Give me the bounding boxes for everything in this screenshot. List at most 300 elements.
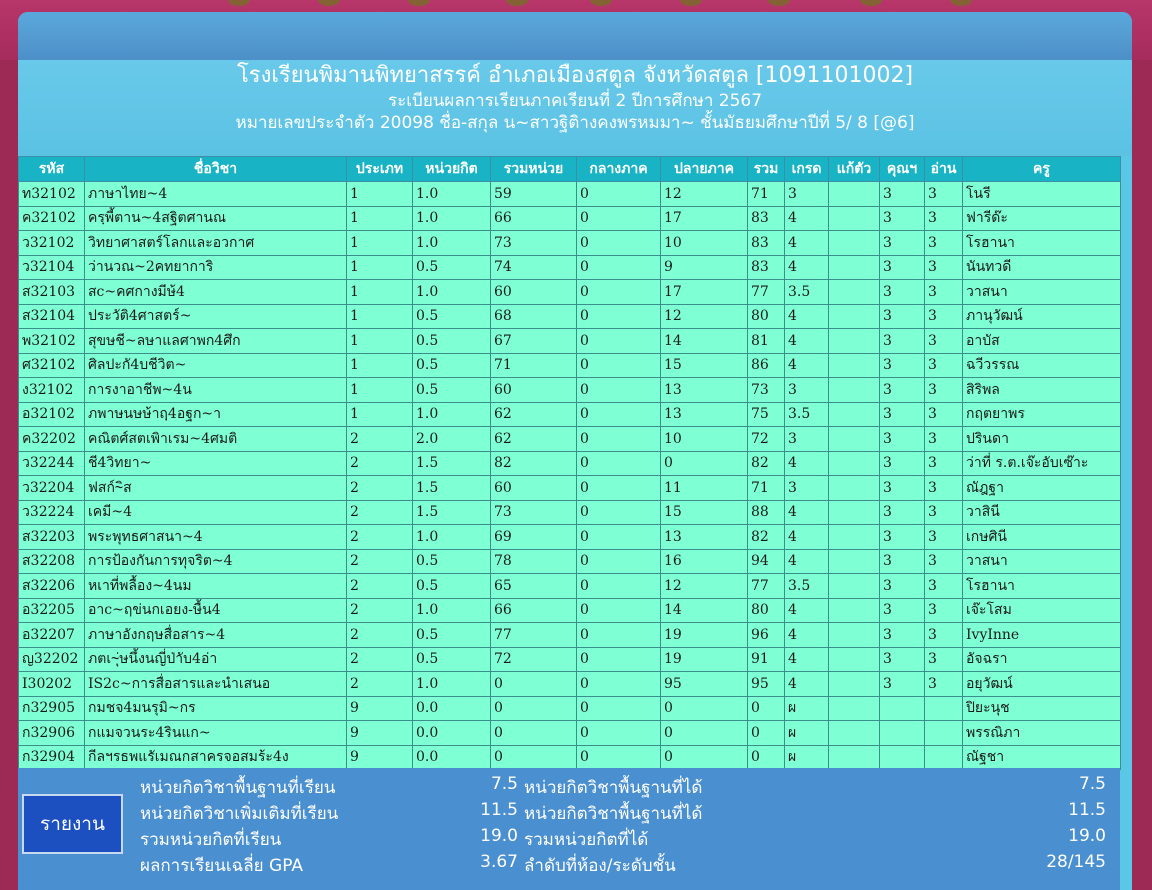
cell-total-units: 66 xyxy=(491,598,577,623)
cell-teacher: ฟารีด๊ะ xyxy=(963,206,1121,231)
summary-value: 11.5 xyxy=(480,800,518,820)
cell-code: ศ32102 xyxy=(19,353,85,378)
cell-credit: 0.5 xyxy=(413,623,491,648)
table-row xyxy=(19,280,1121,305)
cell-midterm: 0 xyxy=(577,672,661,697)
cell-subject: หเาที่พลื้อง~4นม xyxy=(85,574,347,599)
cell-total-units: 67 xyxy=(491,329,577,354)
cell-total-units: 0 xyxy=(491,721,577,746)
cell-total-units: 78 xyxy=(491,549,577,574)
table-header-row xyxy=(19,157,1121,182)
cell-credit: 0.5 xyxy=(413,378,491,403)
cell-retake xyxy=(829,231,880,256)
cell-final: 9 xyxy=(661,255,748,280)
cell-teacher: สิริพล xyxy=(963,378,1121,403)
summary-row xyxy=(18,850,1120,876)
cell-credit: 0.5 xyxy=(413,304,491,329)
cell-teacher: โนรี xyxy=(963,182,1121,207)
cell-credit: 0.0 xyxy=(413,745,491,770)
banner-decoration xyxy=(408,0,430,6)
summary-row xyxy=(18,772,1120,798)
cell-total-units: 60 xyxy=(491,476,577,501)
cell-quality: 3 xyxy=(880,525,925,550)
cell-credit: 0.5 xyxy=(413,329,491,354)
cell-quality: 3 xyxy=(880,231,925,256)
cell-code: พ32102 xyxy=(19,329,85,354)
table-row xyxy=(19,525,1121,550)
cell-credit: 1.0 xyxy=(413,206,491,231)
column-header-code: รหัส xyxy=(19,157,85,182)
cell-credit: 2.0 xyxy=(413,427,491,452)
cell-teacher: อยุวัฒน์ xyxy=(963,672,1121,697)
cell-reading: 3 xyxy=(925,231,963,256)
cell-total-units: 68 xyxy=(491,304,577,329)
cell-retake xyxy=(829,353,880,378)
cell-quality: 3 xyxy=(880,402,925,427)
cell-grade: 4 xyxy=(785,353,829,378)
cell-quality: 3 xyxy=(880,182,925,207)
cell-code: I30202 xyxy=(19,672,85,697)
cell-retake xyxy=(829,476,880,501)
cell-grade: 4 xyxy=(785,623,829,648)
cell-final: 15 xyxy=(661,353,748,378)
cell-quality xyxy=(880,721,925,746)
cell-grade: 4 xyxy=(785,451,829,476)
table-row xyxy=(19,598,1121,623)
cell-final: 0 xyxy=(661,696,748,721)
cell-grade: ผ xyxy=(785,721,829,746)
cell-subject: วิทยาศาสตร์โลกและอวกาศ xyxy=(85,231,347,256)
table-row xyxy=(19,500,1121,525)
cell-total: 96 xyxy=(748,623,785,648)
cell-total-units: 66 xyxy=(491,206,577,231)
cell-subject: ชี4วิทยา~ xyxy=(85,451,347,476)
cell-teacher: พรรณิภา xyxy=(963,721,1121,746)
cell-teacher: อาบัส xyxy=(963,329,1121,354)
cell-credit: 0.0 xyxy=(413,696,491,721)
cell-final: 17 xyxy=(661,280,748,305)
cell-reading xyxy=(925,696,963,721)
cell-teacher: นันทวดี xyxy=(963,255,1121,280)
cell-subject: ศิลปะกั4บชีวิต~ xyxy=(85,353,347,378)
cell-grade: 4 xyxy=(785,647,829,672)
cell-total-units: 69 xyxy=(491,525,577,550)
cell-total-units: 82 xyxy=(491,451,577,476)
cell-quality xyxy=(880,745,925,770)
summary-value-secondary: 11.5 xyxy=(1068,800,1106,820)
cell-total: 82 xyxy=(748,451,785,476)
cell-retake xyxy=(829,206,880,231)
cell-retake xyxy=(829,525,880,550)
table-row xyxy=(19,721,1121,746)
cell-total-units: 77 xyxy=(491,623,577,648)
cell-type: 1 xyxy=(347,402,413,427)
cell-code: ท32102 xyxy=(19,182,85,207)
summary-label: หน่วยกิตวิชาพื้นฐานที่เรียน xyxy=(140,778,336,798)
cell-grade: 3 xyxy=(785,378,829,403)
cell-final: 95 xyxy=(661,672,748,697)
cell-credit: 1.0 xyxy=(413,598,491,623)
cell-total: 77 xyxy=(748,574,785,599)
column-header-total: รวม xyxy=(748,157,785,182)
summary-row xyxy=(18,824,1120,850)
cell-credit: 1.5 xyxy=(413,500,491,525)
cell-reading: 3 xyxy=(925,353,963,378)
cell-subject: อาc~ฤข่นกเอยง-ษื้น4 xyxy=(85,598,347,623)
column-header-midterm: กลางภาค xyxy=(577,157,661,182)
cell-type: 1 xyxy=(347,206,413,231)
cell-total-units: 73 xyxy=(491,231,577,256)
cell-total-units: 74 xyxy=(491,255,577,280)
cell-final: 19 xyxy=(661,647,748,672)
cell-final: 10 xyxy=(661,231,748,256)
cell-retake xyxy=(829,402,880,427)
school-title: โรงเรียนพิมานพิทยาสรรค์ อำเภอเมืองสตูล จังหวัดสตูล [1091101002] xyxy=(236,63,914,88)
cell-type: 2 xyxy=(347,623,413,648)
cell-total: 94 xyxy=(748,549,785,574)
cell-quality: 3 xyxy=(880,476,925,501)
cell-teacher: ฉวีวรรณ xyxy=(963,353,1121,378)
cell-reading: 3 xyxy=(925,402,963,427)
banner-decoration xyxy=(860,0,882,6)
cell-code: ส32103 xyxy=(19,280,85,305)
table-row xyxy=(19,647,1121,672)
cell-type: 9 xyxy=(347,696,413,721)
cell-code: อ32102 xyxy=(19,402,85,427)
main-panel xyxy=(18,12,1132,890)
cell-final: 0 xyxy=(661,721,748,746)
column-header-quality: คุณฯ xyxy=(880,157,925,182)
cell-subject: ครฺพี้ตาน~4สฐิตศานณ xyxy=(85,206,347,231)
cell-retake xyxy=(829,182,880,207)
cell-reading: 3 xyxy=(925,549,963,574)
cell-quality: 3 xyxy=(880,647,925,672)
cell-final: 19 xyxy=(661,623,748,648)
cell-total-units: 60 xyxy=(491,280,577,305)
cell-subject: คณิตศ์สตเพิาเรม~4ศมติ xyxy=(85,427,347,452)
table-row xyxy=(19,378,1121,403)
cell-quality: 3 xyxy=(880,329,925,354)
cell-retake xyxy=(829,280,880,305)
table-row xyxy=(19,696,1121,721)
cell-reading: 3 xyxy=(925,304,963,329)
cell-total: 83 xyxy=(748,231,785,256)
summary-label-secondary: ลำดับที่ห้อง/ระดับชั้น xyxy=(524,856,676,876)
cell-grade: ผ xyxy=(785,745,829,770)
cell-grade: 4 xyxy=(785,598,829,623)
cell-teacher: ว่าที่ ร.ต.เจ๊ะอับเซ๊าะ xyxy=(963,451,1121,476)
cell-teacher: เจ๊ะโสม xyxy=(963,598,1121,623)
cell-total: 0 xyxy=(748,696,785,721)
cell-midterm: 0 xyxy=(577,721,661,746)
banner-decoration xyxy=(768,0,790,6)
column-header-subject: ชื่อวิชา xyxy=(85,157,347,182)
cell-total-units: 59 xyxy=(491,182,577,207)
cell-reading: 3 xyxy=(925,451,963,476)
summary-value-secondary: 28/145 xyxy=(1046,852,1106,872)
cell-retake xyxy=(829,451,880,476)
cell-code: ว32244 xyxy=(19,451,85,476)
cell-code: ว32204 xyxy=(19,476,85,501)
cell-total-units: 72 xyxy=(491,647,577,672)
cell-subject: การงาอาชีพ~4น xyxy=(85,378,347,403)
cell-quality: 3 xyxy=(880,574,925,599)
cell-quality: 3 xyxy=(880,672,925,697)
cell-quality: 3 xyxy=(880,304,925,329)
cell-subject: ภาษาอังกฤษสื่อสาร~4 xyxy=(85,623,347,648)
cell-credit: 0.5 xyxy=(413,647,491,672)
cell-total: 91 xyxy=(748,647,785,672)
cell-teacher: ปรินดา xyxy=(963,427,1121,452)
cell-midterm: 0 xyxy=(577,451,661,476)
cell-grade: 4 xyxy=(785,231,829,256)
cell-final: 0 xyxy=(661,745,748,770)
cell-teacher: ณัฎฐา xyxy=(963,476,1121,501)
cell-quality: 3 xyxy=(880,427,925,452)
cell-total-units: 0 xyxy=(491,745,577,770)
cell-midterm: 0 xyxy=(577,231,661,256)
cell-subject: กแมจวนระ4รินแก~ xyxy=(85,721,347,746)
cell-midterm: 0 xyxy=(577,647,661,672)
cell-grade: 3.5 xyxy=(785,402,829,427)
table-row xyxy=(19,451,1121,476)
cell-credit: 0.5 xyxy=(413,353,491,378)
banner-decoration xyxy=(228,0,250,6)
cell-total: 71 xyxy=(748,476,785,501)
cell-total: 80 xyxy=(748,598,785,623)
cell-grade: 4 xyxy=(785,672,829,697)
cell-final: 0 xyxy=(661,451,748,476)
cell-quality: 3 xyxy=(880,206,925,231)
cell-credit: 0.5 xyxy=(413,574,491,599)
cell-total-units: 73 xyxy=(491,500,577,525)
cell-code: อ32207 xyxy=(19,623,85,648)
cell-credit: 0.5 xyxy=(413,255,491,280)
cell-midterm: 0 xyxy=(577,182,661,207)
cell-type: 1 xyxy=(347,280,413,305)
cell-code: ญ32202 xyxy=(19,647,85,672)
cell-subject: ภตเ~ุ่ษนึ้งนญี่ป่าับ4อ่า xyxy=(85,647,347,672)
cell-type: 9 xyxy=(347,745,413,770)
cell-midterm: 0 xyxy=(577,304,661,329)
cell-total-units: 0 xyxy=(491,672,577,697)
cell-final: 13 xyxy=(661,402,748,427)
table-row xyxy=(19,745,1121,770)
cell-grade: 3 xyxy=(785,476,829,501)
cell-credit: 1.0 xyxy=(413,525,491,550)
cell-retake xyxy=(829,598,880,623)
cell-retake xyxy=(829,696,880,721)
table-row xyxy=(19,206,1121,231)
cell-subject: กีลฯรธพแรัเมณกสาครจอสมร้ะ4ง xyxy=(85,745,347,770)
cell-credit: 1.0 xyxy=(413,402,491,427)
cell-midterm: 0 xyxy=(577,353,661,378)
column-header-credit: หน่วยกิต xyxy=(413,157,491,182)
cell-midterm: 0 xyxy=(577,623,661,648)
cell-teacher: วาสนา xyxy=(963,549,1121,574)
column-header-grade: เกรด xyxy=(785,157,829,182)
cell-total: 80 xyxy=(748,304,785,329)
cell-teacher: ณัฐชา xyxy=(963,745,1121,770)
table-row xyxy=(19,182,1121,207)
table-row xyxy=(19,574,1121,599)
cell-teacher: โรฮานา xyxy=(963,574,1121,599)
cell-grade: 4 xyxy=(785,525,829,550)
banner-decoration xyxy=(506,0,528,6)
cell-teacher: ปิยะนุช xyxy=(963,696,1121,721)
cell-reading xyxy=(925,721,963,746)
cell-type: 2 xyxy=(347,476,413,501)
cell-teacher: ภานุวัฒน์ xyxy=(963,304,1121,329)
cell-midterm: 0 xyxy=(577,255,661,280)
cell-type: 1 xyxy=(347,353,413,378)
cell-final: 11 xyxy=(661,476,748,501)
cell-teacher: โรฮานา xyxy=(963,231,1121,256)
cell-retake xyxy=(829,672,880,697)
cell-total-units: 0 xyxy=(491,696,577,721)
cell-type: 2 xyxy=(347,549,413,574)
banner-decoration xyxy=(318,0,340,6)
cell-reading: 3 xyxy=(925,647,963,672)
cell-code: อ32205 xyxy=(19,598,85,623)
summary-label-secondary: หน่วยกิตวิชาพื้นฐานที่ได้ xyxy=(524,804,703,824)
cell-total: 0 xyxy=(748,745,785,770)
cell-midterm: 0 xyxy=(577,598,661,623)
cell-final: 14 xyxy=(661,598,748,623)
cell-teacher: กฤตยาพร xyxy=(963,402,1121,427)
table-row xyxy=(19,672,1121,697)
cell-type: 9 xyxy=(347,721,413,746)
cell-grade: 4 xyxy=(785,549,829,574)
cell-teacher: อัจฉรา xyxy=(963,647,1121,672)
cell-total: 95 xyxy=(748,672,785,697)
cell-reading: 3 xyxy=(925,598,963,623)
cell-subject: เคมี~4 xyxy=(85,500,347,525)
cell-credit: 1.0 xyxy=(413,182,491,207)
cell-type: 1 xyxy=(347,329,413,354)
cell-total: 86 xyxy=(748,353,785,378)
cell-retake xyxy=(829,647,880,672)
cell-retake xyxy=(829,745,880,770)
cell-retake xyxy=(829,500,880,525)
cell-credit: 1.5 xyxy=(413,476,491,501)
summary-label: รวมหน่วยกิตที่เรียน xyxy=(140,830,282,850)
cell-credit: 1.5 xyxy=(413,451,491,476)
table-row xyxy=(19,623,1121,648)
cell-midterm: 0 xyxy=(577,476,661,501)
column-header-final: ปลายภาค xyxy=(661,157,748,182)
column-header-type: ประเภท xyxy=(347,157,413,182)
summary-label-secondary: หน่วยกิตวิชาพื้นฐานที่ได้ xyxy=(524,778,703,798)
cell-total: 83 xyxy=(748,255,785,280)
cell-final: 13 xyxy=(661,378,748,403)
summary-label: ผลการเรียนเฉลี่ย GPA xyxy=(140,856,304,876)
cell-type: 2 xyxy=(347,500,413,525)
cell-type: 1 xyxy=(347,304,413,329)
cell-midterm: 0 xyxy=(577,745,661,770)
cell-final: 10 xyxy=(661,427,748,452)
cell-grade: 4 xyxy=(785,304,829,329)
cell-retake xyxy=(829,304,880,329)
student-info: หมายเลขประจำตัว 20098 ชื่อ-สกุล น~สาวฐิติางคงพรหมมา~ ชั้นมัธยมศึกษาปีที่ 5/ 8 [@6] xyxy=(235,113,915,133)
panel-top-bar xyxy=(18,12,1132,60)
cell-type: 2 xyxy=(347,451,413,476)
cell-subject: พระพุทธศาสนา~4 xyxy=(85,525,347,550)
cell-final: 15 xyxy=(661,500,748,525)
cell-final: 12 xyxy=(661,182,748,207)
cell-code: ก32906 xyxy=(19,721,85,746)
cell-total: 77 xyxy=(748,280,785,305)
column-header-reading: อ่าน xyxy=(925,157,963,182)
cell-total-units: 62 xyxy=(491,427,577,452)
cell-grade: 4 xyxy=(785,206,829,231)
cell-final: 13 xyxy=(661,525,748,550)
banner-decoration xyxy=(680,0,702,6)
cell-code: ว32104 xyxy=(19,255,85,280)
cell-reading: 3 xyxy=(925,427,963,452)
cell-final: 14 xyxy=(661,329,748,354)
cell-midterm: 0 xyxy=(577,427,661,452)
cell-grade: 3 xyxy=(785,182,829,207)
banner-decoration xyxy=(950,0,972,6)
cell-quality: 3 xyxy=(880,353,925,378)
cell-code: ก32904 xyxy=(19,745,85,770)
cell-grade: 3.5 xyxy=(785,574,829,599)
cell-code: ส32206 xyxy=(19,574,85,599)
cell-retake xyxy=(829,549,880,574)
table-row xyxy=(19,427,1121,452)
cell-final: 12 xyxy=(661,304,748,329)
cell-midterm: 0 xyxy=(577,696,661,721)
cell-reading: 3 xyxy=(925,378,963,403)
cell-midterm: 0 xyxy=(577,206,661,231)
cell-subject: ว่านวณ~2คทยาการิ xyxy=(85,255,347,280)
cell-teacher: เกษศินี xyxy=(963,525,1121,550)
cell-grade: ผ xyxy=(785,696,829,721)
cell-reading: 3 xyxy=(925,525,963,550)
cell-type: 2 xyxy=(347,574,413,599)
cell-total: 72 xyxy=(748,427,785,452)
cell-grade: 4 xyxy=(785,500,829,525)
cell-subject: การป้องกันการทุจริต~4 xyxy=(85,549,347,574)
cell-subject: ประวัติ4ศาสตร์~ xyxy=(85,304,347,329)
cell-midterm: 0 xyxy=(577,500,661,525)
table-row xyxy=(19,402,1121,427)
cell-reading: 3 xyxy=(925,182,963,207)
cell-retake xyxy=(829,329,880,354)
cell-reading: 3 xyxy=(925,500,963,525)
report-button[interactable]: รายงาน xyxy=(22,794,123,854)
table-row xyxy=(19,304,1121,329)
cell-credit: 1.0 xyxy=(413,672,491,697)
cell-final: 17 xyxy=(661,206,748,231)
cell-reading: 3 xyxy=(925,206,963,231)
cell-subject: สุขษชี~ลษาแลศาพก4ศึก xyxy=(85,329,347,354)
cell-grade: 3.5 xyxy=(785,280,829,305)
cell-midterm: 0 xyxy=(577,280,661,305)
cell-total: 83 xyxy=(748,206,785,231)
cell-code: ก32905 xyxy=(19,696,85,721)
cell-credit: 0.5 xyxy=(413,549,491,574)
cell-quality: 3 xyxy=(880,280,925,305)
cell-subject: ฟสก์~ิส xyxy=(85,476,347,501)
cell-code: ค32202 xyxy=(19,427,85,452)
cell-total-units: 60 xyxy=(491,378,577,403)
cell-reading: 3 xyxy=(925,329,963,354)
table-row xyxy=(19,231,1121,256)
cell-quality: 3 xyxy=(880,623,925,648)
cell-type: 1 xyxy=(347,182,413,207)
